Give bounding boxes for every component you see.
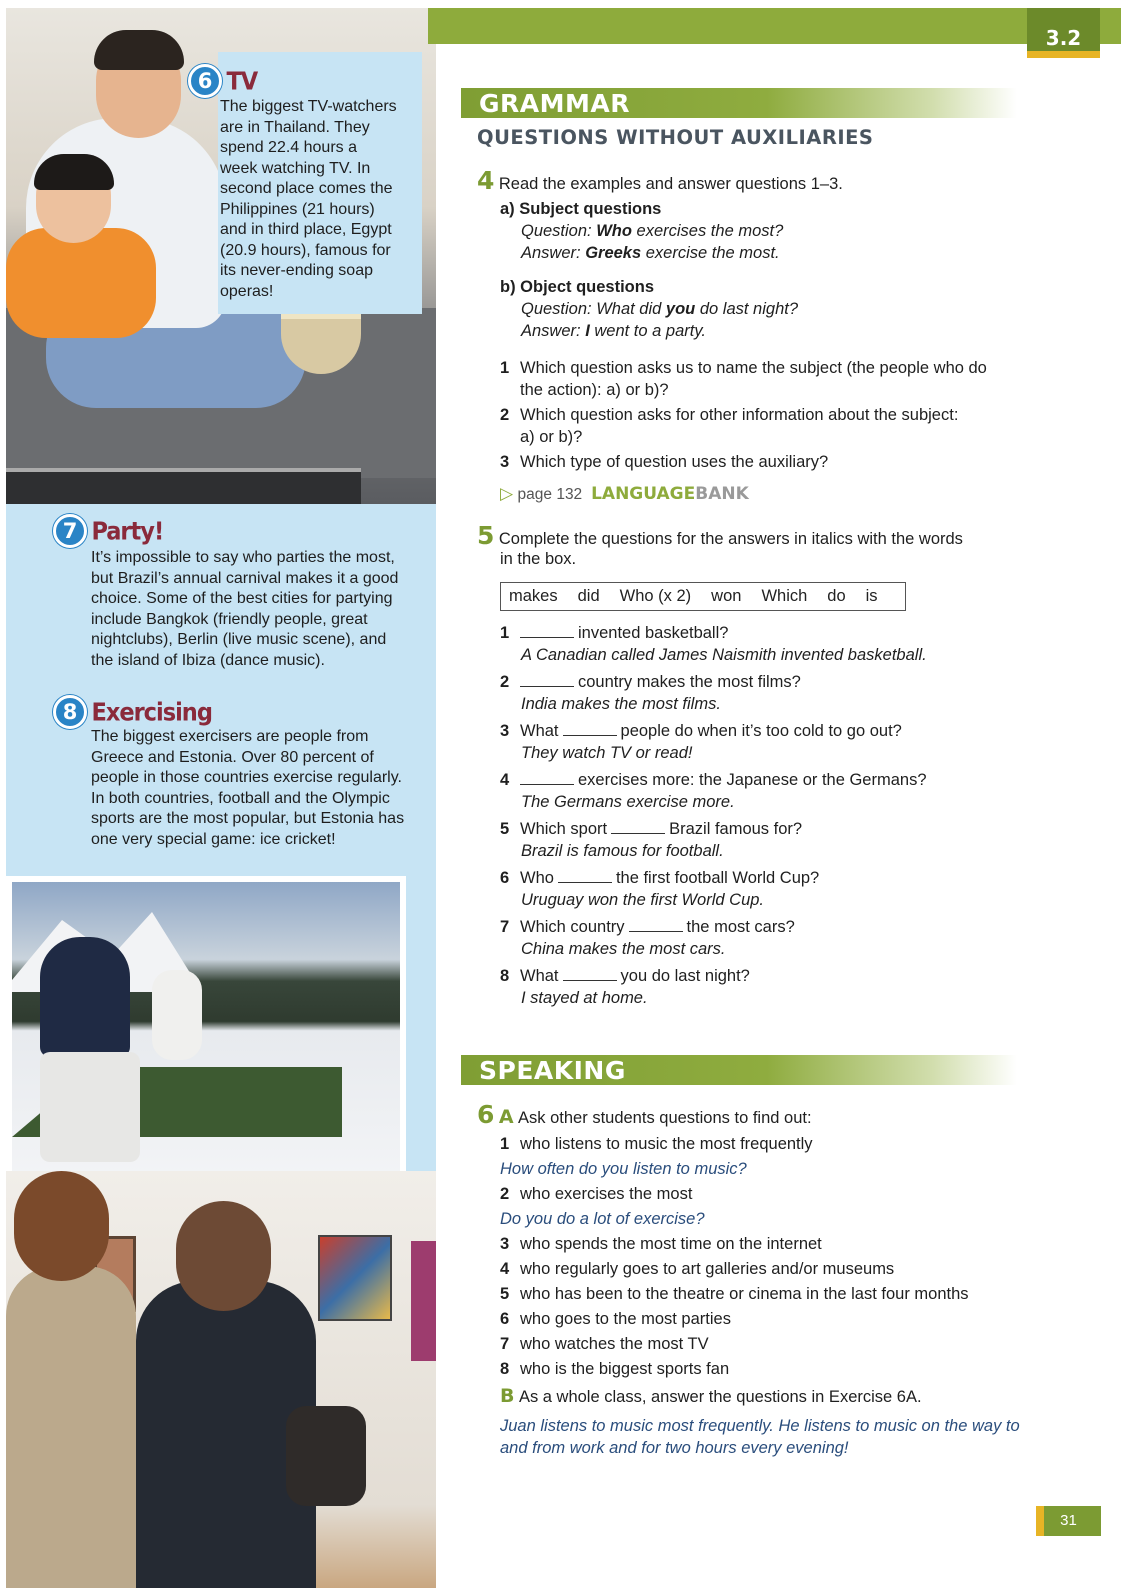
page-number-accent — [1036, 1506, 1044, 1536]
play-arrow-icon: ▷ — [500, 484, 514, 503]
exercise-6a-items: 1 who listens to music the most frequently How often do you listen to music? 2 who exercises the most Do you do a lot of exercise? 3 who spends the most time on the internet 4 who regularly goes to art galleries and/or museums 5 who has been to the theatre or cinema in the last four months 6 who goes to the most parties 7 who watches the most TV 8 who is the biggest sports fan — [500, 1135, 969, 1378]
exercising-text: The biggest exercisers are people from Greece and Estonia. Over 80 percent of people in those countries exercise regularly. In both countries, football and the Olympic sports are the most popular, but Estonia has one very special game: ice cricket! — [91, 728, 405, 848]
ex5-item-1: 1 invented basketball? A Canadian called James Naismith invented basketball. — [500, 624, 927, 664]
tv-text: The biggest TV-watchers are in Thailand. They spend 22.4 hours a week watching TV. In second place comes the Philippines (21 hours) and in third place, Egypt (20.9 hours), famous for its never-ending soap operas! — [220, 98, 397, 300]
exercise-6b-model: Juan listens to music most frequently. He listens to music on the way to and from work and for two hours every evening! — [500, 1417, 1020, 1457]
unit-tab: 3.2 — [1027, 8, 1100, 58]
ex5-item-2: 2 country makes the most films? India makes the most films. — [500, 673, 801, 713]
grammar-subheader: QUESTIONS WITHOUT AUXILIARIES — [477, 126, 874, 149]
ex5-item-4: 4 exercises more: the Japanese or the Germans? The Germans exercise more. — [500, 771, 927, 811]
exercise-4-questions: 1 Which question asks us to name the subject (the people who do the action): a) or b)? 2 Which question asks for other information about the subject: a) or b)? 3 Which type of question uses the auxiliary? — [500, 359, 987, 471]
tv-callout — [197, 52, 422, 314]
exercise-5-instruction: 5 Complete the questions for the answers in italics with the words in the box. — [477, 521, 963, 568]
model-answer-2: Do you do a lot of exercise? — [500, 1210, 705, 1228]
exercising-heading — [53, 695, 212, 729]
exercise-4-examples: a) Subject questions Question: Who exercises the most? Answer: Greeks exercise the most. b) Object questions Question: What did you do last night? Answer: I went to a party. — [500, 200, 799, 340]
ex5-item-6: 6 Who the first football World Cup? Uruguay won the first World Cup. — [500, 869, 820, 909]
photo-ice-cricket — [6, 876, 406, 1199]
grammar-header: GRAMMAR — [461, 88, 1017, 118]
badge-7: 7 — [53, 514, 87, 548]
party-title: Party! — [91, 516, 164, 546]
photo-art-gallery — [6, 1171, 436, 1588]
exercise-4-instruction: 4 Read the examples and answer questions 1–3. — [477, 166, 843, 195]
top-green-bar — [428, 8, 1121, 44]
tv-title: TV — [226, 66, 258, 96]
badge-6: 6 — [188, 64, 222, 98]
speaking-header: SPEAKING — [461, 1055, 1017, 1085]
party-text: It’s impossible to say who parties the most, but Brazil’s annual carnival makes it a good choice. Some of the best cities for partying include Bangkok (friendly people, great nightclubs), Berlin (live music scene), and the island of Ibiza (dance music). — [91, 549, 399, 669]
model-answer-1: How often do you listen to music? — [500, 1160, 747, 1178]
left-column — [6, 8, 436, 1588]
exercise-6b-instruction: B As a whole class, answer the questions in Exercise 6A. — [500, 1385, 922, 1407]
ex5-item-3: 3 What people do when it’s too cold to go out? They watch TV or read! — [500, 722, 902, 762]
exercise-6a-instruction: 6 A Ask other students questions to find out: — [477, 1100, 812, 1129]
party-heading — [53, 514, 163, 548]
badge-8: 8 — [53, 695, 87, 729]
exercising-title: Exercising — [91, 697, 212, 727]
ex5-item-7: 7 Which country the most cars? China makes the most cars. — [500, 918, 795, 958]
exercise-5-items — [500, 622, 927, 1009]
word-box: makes did Who (x 2) won Which do is — [500, 582, 906, 611]
ex5-item-5: 5 Which sport Brazil famous for? Brazil is famous for football. — [500, 820, 803, 860]
page-number: 31 — [1036, 1506, 1101, 1536]
ex5-item-8: 8 What you do last night? I stayed at home. — [500, 967, 750, 1007]
language-bank-link[interactable]: ▷ page 132 LANGUAGEBANK — [500, 484, 749, 504]
